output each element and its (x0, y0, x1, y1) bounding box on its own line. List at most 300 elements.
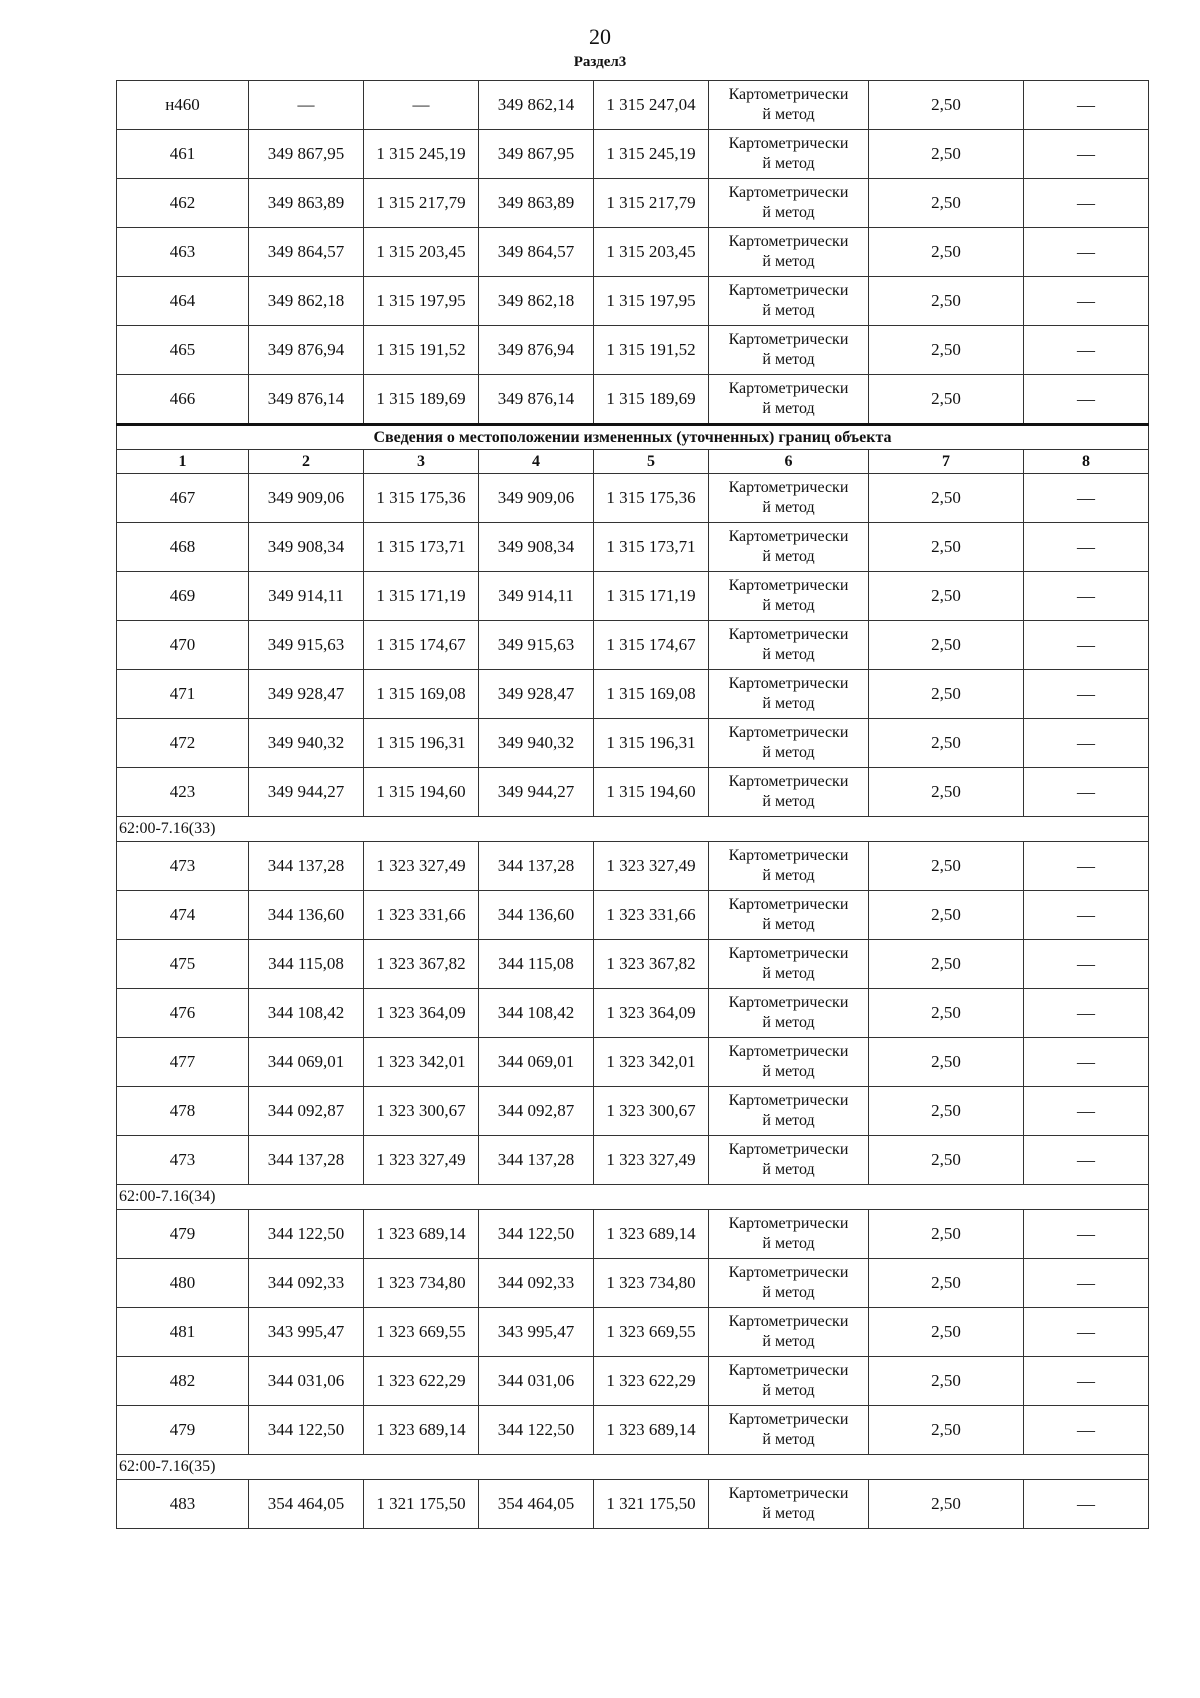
method-line-2: й метод (762, 793, 815, 810)
old-y-cell: 1 315 194,60 (364, 768, 479, 817)
description-cell: — (1024, 1136, 1149, 1185)
old-y-cell: 1 315 174,67 (364, 621, 479, 670)
method-line-2: й метод (762, 1112, 815, 1129)
section-title: Раздел3 (573, 54, 627, 70)
accuracy-cell: 2,50 (869, 1259, 1024, 1308)
accuracy-cell: 2,50 (869, 719, 1024, 768)
new-y-cell: 1 315 197,95 (594, 277, 709, 326)
method-line-1: Картометрически (728, 1264, 849, 1281)
old-x-cell: 344 137,28 (249, 842, 364, 891)
description-cell: — (1024, 989, 1149, 1038)
method-cell (709, 326, 869, 375)
group-label: 62:00-7.16(34) (117, 1185, 1149, 1210)
table-row (117, 891, 1149, 940)
table-row (117, 1259, 1149, 1308)
description-cell: — (1024, 719, 1149, 768)
description-cell: — (1024, 1087, 1149, 1136)
new-y-cell: 1 323 327,49 (594, 842, 709, 891)
method-cell (709, 621, 869, 670)
method-cell (709, 1087, 869, 1136)
table-row (117, 670, 1149, 719)
method-cell (709, 842, 869, 891)
description-cell: — (1024, 1308, 1149, 1357)
old-y-cell: 1 315 191,52 (364, 326, 479, 375)
old-x-cell: 344 136,60 (249, 891, 364, 940)
method-line-2: й метод (762, 1161, 815, 1178)
old-x-cell: 349 928,47 (249, 670, 364, 719)
table-row (117, 1480, 1149, 1529)
new-y-cell: 1 315 189,69 (594, 375, 709, 425)
accuracy-cell: 2,50 (869, 670, 1024, 719)
table-row (117, 1038, 1149, 1087)
point-number-cell: 479 (117, 1406, 249, 1455)
accuracy-cell: 2,50 (869, 179, 1024, 228)
table-row (117, 1406, 1149, 1455)
method-line-1: Картометрически (728, 1043, 849, 1060)
new-y-cell: 1 323 622,29 (594, 1357, 709, 1406)
accuracy-cell: 2,50 (869, 523, 1024, 572)
description-cell: — (1024, 768, 1149, 817)
description-cell: — (1024, 228, 1149, 277)
description-cell: — (1024, 81, 1149, 130)
old-y-cell: 1 315 203,45 (364, 228, 479, 277)
point-number-cell: 470 (117, 621, 249, 670)
old-x-cell: 344 108,42 (249, 989, 364, 1038)
old-y-cell: — (364, 81, 479, 130)
description-cell: — (1024, 1210, 1149, 1259)
method-cell (709, 81, 869, 130)
point-number-cell: 468 (117, 523, 249, 572)
new-y-cell: 1 323 669,55 (594, 1308, 709, 1357)
table-row (117, 989, 1149, 1038)
method-line-1: Картометрически (728, 86, 849, 103)
new-y-cell: 1 315 175,36 (594, 474, 709, 523)
description-cell: — (1024, 523, 1149, 572)
new-y-cell: 1 315 203,45 (594, 228, 709, 277)
column-number: 2 (249, 450, 364, 474)
table-row (117, 1136, 1149, 1185)
new-y-cell: 1 323 689,14 (594, 1406, 709, 1455)
method-line-1: Картометрически (728, 577, 849, 594)
method-line-2: й метод (762, 548, 815, 565)
method-cell (709, 1136, 869, 1185)
method-cell (709, 989, 869, 1038)
old-x-cell: 344 069,01 (249, 1038, 364, 1087)
table-row (117, 719, 1149, 768)
old-y-cell: 1 323 734,80 (364, 1259, 479, 1308)
method-line-2: й метод (762, 204, 815, 221)
method-line-2: й метод (762, 1235, 815, 1252)
description-cell: — (1024, 1259, 1149, 1308)
method-line-1: Картометрически (728, 1215, 849, 1232)
table-row (117, 375, 1149, 425)
accuracy-cell: 2,50 (869, 1038, 1024, 1087)
new-y-cell: 1 323 342,01 (594, 1038, 709, 1087)
method-line-1: Картометрически (728, 479, 849, 496)
new-y-cell: 1 323 364,09 (594, 989, 709, 1038)
point-number-cell: 423 (117, 768, 249, 817)
point-number-cell: 466 (117, 375, 249, 425)
column-number: 6 (709, 450, 869, 474)
new-y-cell: 1 323 689,14 (594, 1210, 709, 1259)
table-row (117, 81, 1149, 130)
method-line-2: й метод (762, 744, 815, 761)
old-x-cell: 349 876,14 (249, 375, 364, 425)
new-y-cell: 1 315 245,19 (594, 130, 709, 179)
new-x-cell: 344 115,08 (479, 940, 594, 989)
new-x-cell: 344 137,28 (479, 1136, 594, 1185)
point-number-cell: 464 (117, 277, 249, 326)
old-y-cell: 1 323 622,29 (364, 1357, 479, 1406)
old-y-cell: 1 315 197,95 (364, 277, 479, 326)
accuracy-cell: 2,50 (869, 842, 1024, 891)
new-x-cell: 344 122,50 (479, 1406, 594, 1455)
old-x-cell: 349 909,06 (249, 474, 364, 523)
method-line-2: й метод (762, 916, 815, 933)
new-x-cell: 344 092,87 (479, 1087, 594, 1136)
new-x-cell: 349 862,18 (479, 277, 594, 326)
method-line-1: Картометрически (728, 626, 849, 643)
new-y-cell: 1 315 171,19 (594, 572, 709, 621)
old-x-cell: 343 995,47 (249, 1308, 364, 1357)
point-number-cell: 462 (117, 179, 249, 228)
group-label-row (117, 1455, 1149, 1480)
point-number-cell: 479 (117, 1210, 249, 1259)
method-cell (709, 1357, 869, 1406)
accuracy-cell: 2,50 (869, 1480, 1024, 1529)
accuracy-cell: 2,50 (869, 130, 1024, 179)
new-x-cell: 349 915,63 (479, 621, 594, 670)
point-number-cell: 481 (117, 1308, 249, 1357)
new-x-cell: 349 944,27 (479, 768, 594, 817)
method-cell (709, 277, 869, 326)
table-row (117, 572, 1149, 621)
method-line-1: Картометрически (728, 1313, 849, 1330)
old-x-cell: 349 908,34 (249, 523, 364, 572)
description-cell: — (1024, 621, 1149, 670)
method-cell (709, 1259, 869, 1308)
accuracy-cell: 2,50 (869, 277, 1024, 326)
table-row (117, 130, 1149, 179)
method-line-1: Картометрически (728, 773, 849, 790)
old-x-cell: 349 915,63 (249, 621, 364, 670)
new-y-cell: 1 323 367,82 (594, 940, 709, 989)
new-y-cell: 1 315 174,67 (594, 621, 709, 670)
method-line-2: й метод (762, 253, 815, 270)
old-y-cell: 1 323 364,09 (364, 989, 479, 1038)
method-line-1: Картометрически (728, 135, 849, 152)
method-cell (709, 1038, 869, 1087)
description-cell: — (1024, 1406, 1149, 1455)
old-y-cell: 1 315 169,08 (364, 670, 479, 719)
description-cell: — (1024, 842, 1149, 891)
new-x-cell: 349 863,89 (479, 179, 594, 228)
section-heading: Сведения о местоположении измененных (уточненных) границ объекта (117, 425, 1149, 450)
old-y-cell: 1 323 669,55 (364, 1308, 479, 1357)
old-x-cell: 349 944,27 (249, 768, 364, 817)
accuracy-cell: 2,50 (869, 326, 1024, 375)
method-cell (709, 228, 869, 277)
method-cell (709, 719, 869, 768)
old-y-cell: 1 323 300,67 (364, 1087, 479, 1136)
old-x-cell: 349 862,18 (249, 277, 364, 326)
point-number-cell: 472 (117, 719, 249, 768)
new-x-cell: 349 940,32 (479, 719, 594, 768)
new-x-cell: 344 108,42 (479, 989, 594, 1038)
method-cell (709, 179, 869, 228)
method-line-2: й метод (762, 867, 815, 884)
description-cell: — (1024, 474, 1149, 523)
column-number: 3 (364, 450, 479, 474)
point-number-cell: 477 (117, 1038, 249, 1087)
method-line-2: й метод (762, 1284, 815, 1301)
point-number-cell: 476 (117, 989, 249, 1038)
accuracy-cell: 2,50 (869, 1406, 1024, 1455)
old-y-cell: 1 315 173,71 (364, 523, 479, 572)
method-line-2: й метод (762, 1431, 815, 1448)
accuracy-cell: 2,50 (869, 1136, 1024, 1185)
new-x-cell: 354 464,05 (479, 1480, 594, 1529)
method-line-2: й метод (762, 1063, 815, 1080)
new-x-cell: 349 867,95 (479, 130, 594, 179)
accuracy-cell: 2,50 (869, 940, 1024, 989)
point-number-cell: 473 (117, 842, 249, 891)
method-line-1: Картометрически (728, 1411, 849, 1428)
method-cell (709, 768, 869, 817)
old-y-cell: 1 323 367,82 (364, 940, 479, 989)
new-y-cell: 1 315 247,04 (594, 81, 709, 130)
old-y-cell: 1 315 189,69 (364, 375, 479, 425)
table-row (117, 179, 1149, 228)
method-cell (709, 1210, 869, 1259)
group-label: 62:00-7.16(35) (117, 1455, 1149, 1480)
method-cell (709, 572, 869, 621)
point-number-cell: 483 (117, 1480, 249, 1529)
method-line-2: й метод (762, 1333, 815, 1350)
old-y-cell: 1 315 217,79 (364, 179, 479, 228)
accuracy-cell: 2,50 (869, 1357, 1024, 1406)
table-row (117, 1210, 1149, 1259)
old-x-cell: 349 876,94 (249, 326, 364, 375)
new-y-cell: 1 315 191,52 (594, 326, 709, 375)
method-cell (709, 940, 869, 989)
method-cell (709, 891, 869, 940)
point-number-cell: 473 (117, 1136, 249, 1185)
old-x-cell: 349 914,11 (249, 572, 364, 621)
accuracy-cell: 2,50 (869, 81, 1024, 130)
method-cell (709, 1308, 869, 1357)
method-line-2: й метод (762, 499, 815, 516)
old-y-cell: 1 315 245,19 (364, 130, 479, 179)
method-line-1: Картометрически (728, 331, 849, 348)
method-line-1: Картометрически (728, 282, 849, 299)
table-row (117, 326, 1149, 375)
new-x-cell: 344 136,60 (479, 891, 594, 940)
old-y-cell: 1 323 331,66 (364, 891, 479, 940)
point-number-cell: 461 (117, 130, 249, 179)
new-y-cell: 1 323 300,67 (594, 1087, 709, 1136)
accuracy-cell: 2,50 (869, 891, 1024, 940)
old-x-cell: 344 092,33 (249, 1259, 364, 1308)
old-y-cell: 1 323 327,49 (364, 842, 479, 891)
method-line-2: й метод (762, 1505, 815, 1522)
method-line-2: й метод (762, 302, 815, 319)
accuracy-cell: 2,50 (869, 474, 1024, 523)
old-x-cell: 349 864,57 (249, 228, 364, 277)
point-number-cell: 478 (117, 1087, 249, 1136)
accuracy-cell: 2,50 (869, 621, 1024, 670)
new-x-cell: 343 995,47 (479, 1308, 594, 1357)
description-cell: — (1024, 179, 1149, 228)
description-cell: — (1024, 940, 1149, 989)
method-line-2: й метод (762, 1014, 815, 1031)
point-number-cell: 474 (117, 891, 249, 940)
new-y-cell: 1 315 194,60 (594, 768, 709, 817)
description-cell: — (1024, 891, 1149, 940)
description-cell: — (1024, 1480, 1149, 1529)
accuracy-cell: 2,50 (869, 1210, 1024, 1259)
column-number: 4 (479, 450, 594, 474)
description-cell: — (1024, 670, 1149, 719)
point-number-cell: 469 (117, 572, 249, 621)
new-x-cell: 344 031,06 (479, 1357, 594, 1406)
description-cell: — (1024, 1038, 1149, 1087)
method-line-1: Картометрически (728, 847, 849, 864)
table-row (117, 768, 1149, 817)
table-row (117, 621, 1149, 670)
new-x-cell: 349 908,34 (479, 523, 594, 572)
accuracy-cell: 2,50 (869, 228, 1024, 277)
method-line-1: Картометрически (728, 1485, 849, 1502)
table-row (117, 523, 1149, 572)
method-line-2: й метод (762, 597, 815, 614)
method-line-1: Картометрически (728, 994, 849, 1011)
method-line-1: Картометрически (728, 1362, 849, 1379)
new-y-cell: 1 315 196,31 (594, 719, 709, 768)
description-cell: — (1024, 572, 1149, 621)
old-y-cell: 1 315 171,19 (364, 572, 479, 621)
method-cell (709, 1406, 869, 1455)
point-number-cell: 482 (117, 1357, 249, 1406)
section-heading-row (117, 425, 1149, 450)
new-x-cell: 349 862,14 (479, 81, 594, 130)
description-cell: — (1024, 375, 1149, 425)
point-number-cell: 465 (117, 326, 249, 375)
method-line-1: Картометрически (728, 945, 849, 962)
method-line-1: Картометрически (728, 184, 849, 201)
new-x-cell: 344 092,33 (479, 1259, 594, 1308)
column-number: 1 (117, 450, 249, 474)
old-y-cell: 1 323 689,14 (364, 1406, 479, 1455)
column-number: 5 (594, 450, 709, 474)
new-x-cell: 349 928,47 (479, 670, 594, 719)
accuracy-cell: 2,50 (869, 375, 1024, 425)
method-line-1: Картометрически (728, 896, 849, 913)
old-x-cell: 349 863,89 (249, 179, 364, 228)
column-number: 7 (869, 450, 1024, 474)
new-x-cell: 349 914,11 (479, 572, 594, 621)
table-row (117, 474, 1149, 523)
old-x-cell: 344 122,50 (249, 1210, 364, 1259)
new-x-cell: 349 876,94 (479, 326, 594, 375)
description-cell: — (1024, 326, 1149, 375)
new-y-cell: 1 315 169,08 (594, 670, 709, 719)
old-x-cell: — (249, 81, 364, 130)
old-x-cell: 349 940,32 (249, 719, 364, 768)
table-row (117, 1308, 1149, 1357)
method-line-2: й метод (762, 1382, 815, 1399)
method-line-2: й метод (762, 106, 815, 123)
group-label-row (117, 817, 1149, 842)
table-row (117, 1087, 1149, 1136)
old-x-cell: 344 031,06 (249, 1357, 364, 1406)
description-cell: — (1024, 130, 1149, 179)
old-x-cell: 354 464,05 (249, 1480, 364, 1529)
method-cell (709, 375, 869, 425)
column-number: 8 (1024, 450, 1149, 474)
point-number-cell: 467 (117, 474, 249, 523)
new-x-cell: 349 876,14 (479, 375, 594, 425)
new-x-cell: 344 069,01 (479, 1038, 594, 1087)
point-number-cell: 480 (117, 1259, 249, 1308)
group-label-row (117, 1185, 1149, 1210)
method-cell (709, 1480, 869, 1529)
method-line-2: й метод (762, 155, 815, 172)
new-y-cell: 1 323 734,80 (594, 1259, 709, 1308)
method-line-2: й метод (762, 695, 815, 712)
point-number-cell: н460 (117, 81, 249, 130)
new-y-cell: 1 323 327,49 (594, 1136, 709, 1185)
method-cell (709, 670, 869, 719)
method-line-2: й метод (762, 646, 815, 663)
new-y-cell: 1 321 175,50 (594, 1480, 709, 1529)
table-row (117, 940, 1149, 989)
table-row (117, 1357, 1149, 1406)
new-x-cell: 344 137,28 (479, 842, 594, 891)
accuracy-cell: 2,50 (869, 572, 1024, 621)
table-row (117, 277, 1149, 326)
coordinates-table (116, 80, 1149, 1529)
method-line-1: Картометрически (728, 233, 849, 250)
method-cell (709, 130, 869, 179)
method-cell (709, 523, 869, 572)
old-y-cell: 1 315 196,31 (364, 719, 479, 768)
point-number-cell: 471 (117, 670, 249, 719)
new-x-cell: 349 909,06 (479, 474, 594, 523)
accuracy-cell: 2,50 (869, 989, 1024, 1038)
method-line-1: Картометрически (728, 675, 849, 692)
old-y-cell: 1 323 342,01 (364, 1038, 479, 1087)
method-line-1: Картометрически (728, 1141, 849, 1158)
point-number-cell: 463 (117, 228, 249, 277)
old-x-cell: 349 867,95 (249, 130, 364, 179)
new-x-cell: 349 864,57 (479, 228, 594, 277)
table-row (117, 842, 1149, 891)
old-x-cell: 344 137,28 (249, 1136, 364, 1185)
method-cell (709, 474, 869, 523)
method-line-1: Картометрически (728, 1092, 849, 1109)
old-y-cell: 1 323 689,14 (364, 1210, 479, 1259)
new-y-cell: 1 315 217,79 (594, 179, 709, 228)
new-y-cell: 1 323 331,66 (594, 891, 709, 940)
old-x-cell: 344 122,50 (249, 1406, 364, 1455)
description-cell: — (1024, 1357, 1149, 1406)
accuracy-cell: 2,50 (869, 1308, 1024, 1357)
method-line-1: Картометрически (728, 724, 849, 741)
method-line-1: Картометрически (728, 528, 849, 545)
old-x-cell: 344 092,87 (249, 1087, 364, 1136)
column-number-row (117, 450, 1149, 474)
